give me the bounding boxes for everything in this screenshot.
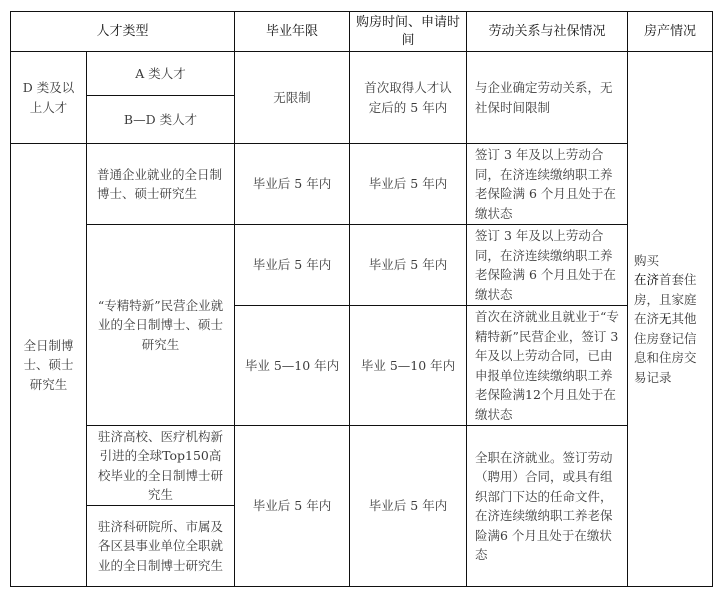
ordinary-purchase: 毕业后 5 年内 (349, 143, 467, 225)
sub-a-talent: A 类人才 (86, 51, 235, 96)
ordinary-graduation: 毕业后 5 年内 (234, 143, 350, 225)
top150-university-type: 驻济高校、医疗机构新引进的全球Top150高校毕业的全日制博士研究生 (86, 425, 235, 506)
institutions-labor: 全职在济就业。签订劳动（聘用）合同，或具有组织部门下达的任命文件，在济连续缴纳职工养老保险满6 个月且处于在缴状态 (466, 425, 628, 587)
header-property: 房产情况 (627, 11, 713, 52)
property-condition: 购买 在济首套住房，且家庭在济无其他住房登记信息和住房交易记录 (627, 51, 713, 587)
ordinary-labor: 签订 3 年及以上劳动合同，在济连续缴纳职工养老保险满 6 个月且处于在缴状态 (466, 143, 628, 225)
category-d-above: D 类及以上人才 (10, 51, 87, 144)
institutions-graduation: 毕业后 5 年内 (234, 425, 350, 587)
header-labor-social: 劳动关系与社保情况 (466, 11, 628, 52)
d-graduation: 无限制 (234, 51, 350, 144)
d-labor: 与企业确定劳动关系，无社保时间限制 (466, 51, 628, 144)
header-talent-type: 人才类型 (10, 11, 235, 52)
specialized-purchase-1: 毕业后 5 年内 (349, 224, 467, 306)
research-institute-type: 驻济科研院所、市属及各区县事业单位全职就业的全日制博士研究生 (86, 505, 235, 587)
specialized-purchase-2: 毕业 5—10 年内 (349, 305, 467, 426)
header-purchase-time: 购房时间、申请时间 (349, 11, 467, 52)
ordinary-enterprise-type: 普通企业就业的全日制博士、硕士研究生 (86, 143, 235, 225)
talent-housing-policy-table (10, 11, 713, 587)
institutions-purchase: 毕业后 5 年内 (349, 425, 467, 587)
category-fulltime-graduate: 全日制博士、硕士研究生 (10, 143, 87, 587)
d-purchase: 首次取得人才认定后的 5 年内 (349, 51, 467, 144)
specialized-labor-2: 首次在济就业且就业于“专精特新”民营企业，签订 3 年及以上劳动合同，已由申报单位连续缴纳职工养老保险满12个月且处于在缴状态 (466, 305, 628, 426)
header-graduation-limit: 毕业年限 (234, 11, 350, 52)
sub-bd-talent: B—D 类人才 (86, 95, 235, 144)
specialized-enterprise-type: “专精特新”民营企业就业的全日制博士、硕士研究生 (86, 224, 235, 426)
specialized-graduation-1: 毕业后 5 年内 (234, 224, 350, 306)
specialized-labor-1: 签订 3 年及以上劳动合同，在济连续缴纳职工养老保险满 6 个月且处于在缴状态 (466, 224, 628, 306)
specialized-graduation-2: 毕业 5—10 年内 (234, 305, 350, 426)
